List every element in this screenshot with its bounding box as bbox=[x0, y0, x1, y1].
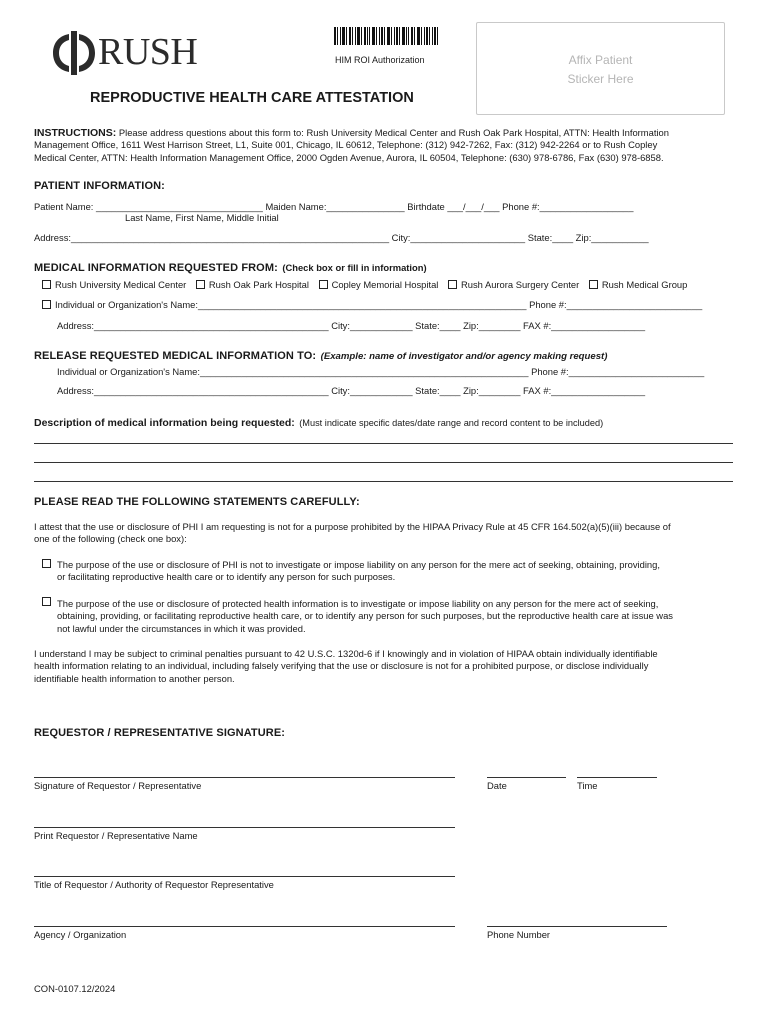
title-line[interactable] bbox=[34, 876, 455, 877]
option2-line1: The purpose of the use or disclosure of protected health information is to investigate or impose liability on any person for the mere act of seeking, bbox=[57, 598, 659, 609]
print-name-label: Print Requestor / Representative Name bbox=[34, 830, 198, 841]
patient-address-row[interactable]: Address:_____________________________________________________________ City:______________________ State:____ Zip:___________ bbox=[34, 232, 649, 243]
agency-label: Agency / Organization bbox=[34, 929, 127, 940]
option2-line3: not lawful under the circumstances in which it was provided. bbox=[57, 622, 306, 634]
from-org-row bbox=[42, 299, 702, 311]
patient-info-heading: PATIENT INFORMATION: bbox=[34, 180, 165, 192]
penalty-line1: I understand I may be subject to criminal penalties pursuant to 42 U.S.C. 1320d-6 if I knowingly and in violation of HIPAA obtain individually identifiable bbox=[34, 648, 658, 659]
page-title: REPRODUCTIVE HEALTH CARE ATTESTATION bbox=[90, 90, 414, 106]
instructions bbox=[34, 127, 734, 164]
option1-line2: or facilitating reproductive health care or to identify any person for such purposes. bbox=[57, 571, 396, 583]
option-label: Rush University Medical Center bbox=[55, 279, 187, 290]
release-to-note: (Example: name of investigator and/or agency making request) bbox=[320, 351, 608, 362]
date-label: Date bbox=[487, 780, 507, 791]
sticker-text-line2: Sticker Here bbox=[567, 72, 634, 86]
title-label: Title of Requestor / Authority of Requestor Representative bbox=[34, 879, 274, 890]
penalty-statement bbox=[34, 648, 658, 685]
option-label: Copley Memorial Hospital bbox=[331, 279, 439, 290]
from-org-line[interactable]: Individual or Organization's Name:_______________________________________________________________ Phone #:__________________________ bbox=[55, 299, 703, 310]
checkbox[interactable] bbox=[42, 559, 51, 568]
patient-name-sublabel: Last Name, First Name, Middle Initial bbox=[125, 212, 279, 223]
statements-heading: PLEASE READ THE FOLLOWING STATEMENTS CAREFULLY: bbox=[34, 496, 360, 508]
checkbox[interactable] bbox=[196, 280, 205, 289]
form-code: CON-0107.12/2024 bbox=[34, 983, 116, 994]
checkbox[interactable] bbox=[448, 280, 457, 289]
agency-line[interactable] bbox=[34, 926, 455, 927]
penalty-line3: identifiable health information to another person. bbox=[34, 672, 235, 684]
release-to-title: RELEASE REQUESTED MEDICAL INFORMATION TO: bbox=[34, 350, 317, 362]
to-org-row[interactable]: Individual or Organization's Name:_______________________________________________________________ Phone #:__________________________ bbox=[57, 366, 705, 377]
patient-name-row[interactable]: Patient Name: ________________________________ Maiden Name:_______________ Birthdate ___/___/___ Phone #:__________________ bbox=[34, 201, 634, 212]
release-to-heading bbox=[34, 346, 607, 364]
signature-label: Signature of Requestor / Representative bbox=[34, 780, 202, 791]
option-label: Rush Oak Park Hospital bbox=[208, 279, 309, 290]
instructions-line2: Management Office, 1611 West Harrison Street, L1, Suite 001, Chicago, IL 60612, Telephone: (312) 942-7262, Fax: (312) 942-2264 or to Rush Copley bbox=[34, 139, 658, 151]
description-note: (Must indicate specific dates/date range and record content to be included) bbox=[299, 418, 604, 428]
checkbox[interactable] bbox=[589, 280, 598, 289]
instructions-line1: Please address questions about this form to: Rush University Medical Center and Rush Oak Park Hospital, ATTN: Health Information bbox=[118, 127, 669, 138]
option-copley-memorial[interactable] bbox=[319, 279, 439, 290]
roi-label: HIM ROI Authorization bbox=[335, 55, 425, 65]
barcode bbox=[334, 27, 438, 45]
option-rush-aurora[interactable] bbox=[448, 279, 579, 290]
option-rush-oak-park[interactable] bbox=[196, 279, 309, 290]
option-label: Rush Medical Group bbox=[601, 279, 688, 290]
option2-line2: obtaining, providing, or facilitating reproductive health care, or to identify any person for such purposes, but the reproductive health care at issue was bbox=[57, 610, 673, 622]
time-label: Time bbox=[577, 780, 598, 791]
description-heading bbox=[34, 413, 603, 431]
medical-from-title: MEDICAL INFORMATION REQUESTED FROM: bbox=[34, 262, 278, 274]
statement-option-1-text bbox=[57, 559, 660, 584]
phone-line[interactable] bbox=[487, 926, 667, 927]
medical-from-heading bbox=[34, 258, 427, 276]
print-name-line[interactable] bbox=[34, 827, 455, 828]
penalty-line2: health information relating to an individual, including falsely verifying that the use or disclosure is not for a prohibited purpose, or disclose individually bbox=[34, 660, 649, 672]
checkbox[interactable] bbox=[319, 280, 328, 289]
description-line-2[interactable] bbox=[34, 462, 733, 463]
logo-text: RUSH bbox=[98, 31, 198, 73]
phone-label: Phone Number bbox=[487, 929, 551, 940]
signature-heading: REQUESTOR / REPRESENTATIVE SIGNATURE: bbox=[34, 727, 286, 739]
checkbox[interactable] bbox=[42, 597, 51, 606]
rush-logo bbox=[52, 30, 212, 76]
intro-line1: I attest that the use or disclosure of PHI I am requesting is not for a purpose prohibited by the HIPAA Privacy Rule at 45 CFR 164.502(a)(5)(iii) because of bbox=[34, 521, 671, 532]
checkbox[interactable] bbox=[42, 300, 51, 309]
medical-from-note: (Check box or fill in information) bbox=[282, 262, 427, 273]
date-line[interactable] bbox=[487, 777, 566, 778]
to-address-row[interactable]: Address:_____________________________________________ City:____________ State:____ Zip:________ FAX #:__________________ bbox=[57, 385, 646, 396]
instructions-label: INSTRUCTIONS: bbox=[34, 127, 117, 139]
option1-line1: The purpose of the use or disclosure of PHI is not to investigate or impose liability on any person for the mere act of seeking, obtaining, providing, bbox=[57, 559, 660, 570]
intro-line2: one of the following (check one box): bbox=[34, 533, 187, 545]
statements-intro bbox=[34, 521, 671, 546]
instructions-line3: Medical Center, ATTN: Health Information Management Office, 2000 Ogden Avenue, Aurora, IL 60504, Telephone: (630) 978-6786, Fax (630) 978-6858. bbox=[34, 151, 664, 163]
option-rush-university[interactable] bbox=[42, 279, 186, 290]
facility-options bbox=[42, 279, 687, 291]
description-line-3[interactable] bbox=[34, 481, 733, 482]
barcode-icon bbox=[334, 27, 438, 45]
option-label: Rush Aurora Surgery Center bbox=[460, 279, 580, 290]
sticker-text-line1: Affix Patient bbox=[568, 53, 633, 67]
description-title: Description of medical information being requested: bbox=[34, 417, 295, 429]
signature-line[interactable] bbox=[34, 777, 455, 778]
time-line[interactable] bbox=[577, 777, 657, 778]
rush-logo-mark-icon bbox=[52, 30, 96, 76]
from-address-row[interactable]: Address:_____________________________________________ City:____________ State:____ Zip:________ FAX #:__________________ bbox=[57, 320, 646, 331]
option-rush-medical-group[interactable] bbox=[589, 279, 687, 290]
patient-sticker-box bbox=[476, 22, 725, 115]
description-line-1[interactable] bbox=[34, 443, 733, 444]
statement-option-2-text bbox=[57, 598, 673, 635]
checkbox[interactable] bbox=[42, 280, 51, 289]
